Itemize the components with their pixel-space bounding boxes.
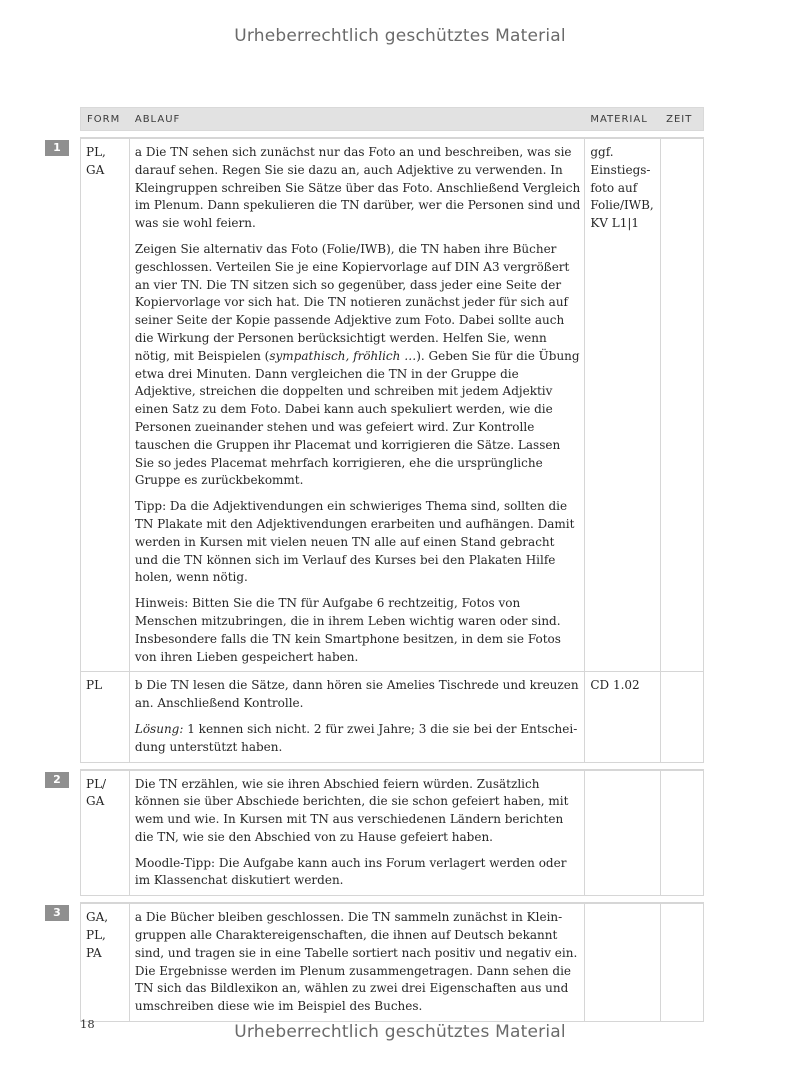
hint-paragraph: Hinweis: Bitten Sie die TN für Aufgabe 6 rechtzeitig, Fotos von Menschen mitzubringen, die in ihrem Leben wichtig waren oder sind. Insbesondere falls die TN kein Smartphone besitzen, in dem sie Fotos von ihren Lieben gespeichert haben. <box>134 596 561 664</box>
ablauf-cell <box>129 139 584 671</box>
moodle-tip-paragraph: Moodle-Tipp: Die Aufgabe kann auch ins Forum verlagert werden oder im Klassenchat diskutiert werden. <box>134 855 567 888</box>
section-1 <box>53 137 704 763</box>
example-words: sympathisch, fröhlich … <box>269 348 417 363</box>
material-cell <box>584 904 660 1021</box>
header-form: FORM <box>87 113 121 125</box>
material-cell <box>584 771 660 896</box>
form-cell: GA, PL, PA <box>86 910 109 960</box>
ablauf-cell <box>129 904 584 1021</box>
form-cell: PL <box>86 678 103 693</box>
table-header <box>80 107 704 131</box>
header-material: MATERIAL <box>590 113 648 125</box>
table-row <box>81 671 703 761</box>
section-number-badge: 2 <box>45 772 69 788</box>
ablauf-cell <box>129 771 584 896</box>
section-2 <box>53 769 704 897</box>
text-span: Zeigen Sie alternativ das Foto (Folie/IWB), die TN haben ihre Bücher geschlossen. Verteilen Sie je eine Kopiervorlage auf DIN A3 vergrößert an vier TN. Die TN sitzen sich so gegenüber, dass jeder eine Seite der Kopiervorlage vor sich hat. Die TN notieren zunächst jeder für sich auf seiner Seite der Kopie passende Adjektive zum Foto. Dabei sollte auch die Wirkung der Personen berücksichtigt werden. Helfen Sie, wenn nötig, mit Beispielen ( <box>134 241 570 363</box>
paragraph: b Die TN lesen die Sätze, dann hören sie Amelies Tischrede und kreuzen an. Anschließend Kontrolle. <box>134 678 579 711</box>
section-number-badge: 1 <box>45 140 69 156</box>
watermark-top: Urheberrechtlich geschütztes Material <box>234 26 566 46</box>
material-cell: ggf. Einstiegsfoto auf Folie/IWB, KV L1|1 <box>584 139 660 671</box>
table-row <box>81 903 703 1021</box>
solution-paragraph <box>135 721 580 757</box>
zeit-cell <box>660 139 703 671</box>
form-cell: PL/ GA <box>86 776 107 809</box>
header-zeit: ZEIT <box>666 113 693 125</box>
zeit-cell <box>660 771 703 896</box>
paragraph <box>135 241 580 490</box>
text-span: ). Geben Sie für die Übung etwa drei Minuten. Dann vergleichen die TN in der Gruppe die Adjektive, streichen die doppelten und schreiben mit jedem Adjektiv einen Satz zu dem Foto. Dabei kann auch spekuliert werden, wie die Personen zueinander stehen und was gefeiert wird. Zur Kontrolle tauschen die Gruppen ihr Placemat und korrigieren die Sätze. Lassen Sie so jedes Placemat mehrfach korrigieren, ehe die ursprüngliche Gruppe es zurückbekommt. <box>134 348 580 488</box>
section-number-badge: 3 <box>45 905 69 921</box>
section-3 <box>53 902 704 1022</box>
page-number: 18 <box>80 1017 95 1031</box>
zeit-cell <box>660 904 703 1021</box>
paragraph: a Die TN sehen sich zunächst nur das Foto an und beschreiben, was sie darauf sehen. Regen Sie sie dazu an, auch Adjektive zu verwenden. In Kleingruppen schreiben Sie Sätze über das Foto. Anschließend Vergleich im Plenum. Dann spekulieren die TN darüber, wer die Personen sind und was sie wohl feiern. <box>134 145 581 231</box>
ablauf-cell <box>129 672 584 761</box>
form-cell: PL, GA <box>86 145 106 177</box>
lesson-plan-table <box>53 107 704 1022</box>
solution-text: 1 kennen sich nicht. 2 für zwei Jahre; 3 die sie bei der Entscheidung unterstützt haben. <box>134 721 578 754</box>
table-row <box>81 770 703 896</box>
watermark-bottom: Urheberrechtlich geschütztes Material <box>234 1022 566 1042</box>
paragraph: a Die Bücher bleiben geschlossen. Die TN sammeln zunächst in Kleingruppen alle Charaktereigenschaften, die ihnen auf Deutsch bekannt sind, und tragen sie in eine Tabelle sortiert nach positiv und negativ ein. Die Ergebnisse werden im Plenum zusammengetragen. Dann sehen die TN sich das Bildlexikon an, wählen zu zwei drei Eigenschaften aus und umschreiben diese wie im Beispiel des Buches. <box>134 910 578 1014</box>
zeit-cell <box>660 672 703 761</box>
table-row <box>81 138 703 671</box>
paragraph: Die TN erzählen, wie sie ihren Abschied feiern würden. Zusätzlich können sie über Abschiede berichten, die sie schon gefeiert haben, mit wem und wie. In Kursen mit TN aus verschiedenen Ländern berichten die TN, wie sie den Abschied von zu Hause gefeiert haben. <box>134 776 569 844</box>
header-ablauf: ABLAUF <box>134 113 181 125</box>
tip-paragraph: Tipp: Da die Adjektivendungen ein schwieriges Thema sind, sollten die TN Plakate mit den Adjektivendungen erarbeiten und aufhängen. Damit werden in Kursen mit vielen neuen TN alle auf einen Stand gebracht und die TN können sich im Verlauf des Kurses bei den Plakaten Hilfe holen, wenn nötig. <box>134 499 575 585</box>
solution-label: Lösung: <box>134 721 184 736</box>
material-cell: CD 1.02 <box>584 672 660 761</box>
